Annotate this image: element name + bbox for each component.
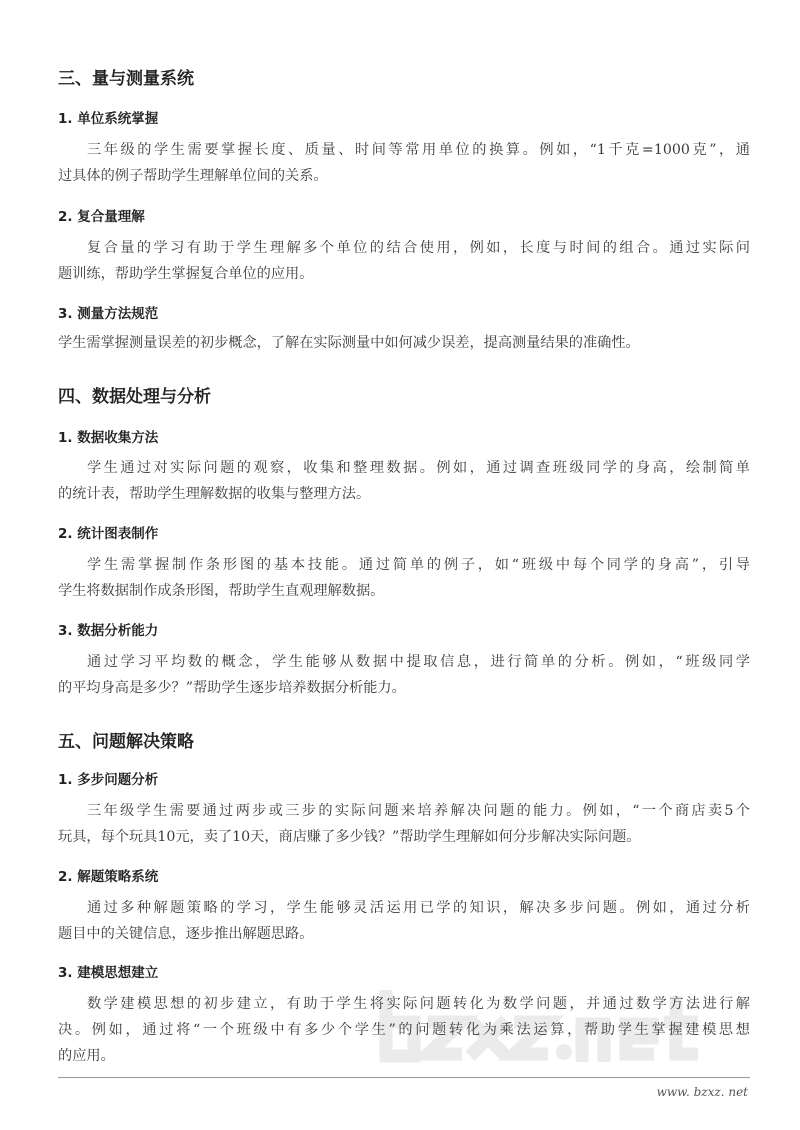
- paragraph-line: 玩具，每个玩具10元，卖了10天，商店赚了多少钱？”帮助学生理解如何分步解决实际问题。: [58, 829, 641, 845]
- paragraph: [58, 455, 750, 507]
- section-heading: 五、问题解决策略: [58, 732, 194, 752]
- paragraph-line: 的应用。: [58, 1048, 115, 1064]
- subsection-heading: 3. 测量方法规范: [58, 306, 159, 322]
- paragraph-line: 的统计表，帮助学生理解数据的收集与整理方法。: [58, 486, 371, 502]
- paragraph-line: 学生需掌握制作条形图的基本技能。通过简单的例子，如“班级中每个同学的身高”，引导: [87, 557, 750, 573]
- section-heading: 三、量与测量系统: [58, 69, 194, 89]
- subsection-heading: 1. 单位系统掌握: [58, 111, 159, 127]
- paragraph-line: 三年级的学生需要掌握长度、质量、时间等常用单位的换算。例如，“1千克=1000克”，通: [87, 142, 750, 158]
- paragraph-line: 题目中的关键信息，逐步推出解题思路。: [58, 926, 314, 942]
- paragraph-line: 的平均身高是多少？”帮助学生逐步培养数据分析能力。: [58, 680, 406, 696]
- paragraph-line: 复合量的学习有助于学生理解多个单位的结合使用，例如，长度与时间的组合。通过实际问: [87, 240, 750, 256]
- paragraph: [58, 649, 750, 701]
- paragraph-line: 过具体的例子帮助学生理解单位间的关系。: [58, 168, 328, 184]
- paragraph-line: 数学建模思想的初步建立，有助于学生将实际问题转化为数学问题，并通过数学方法进行解: [87, 996, 750, 1012]
- subsection-heading: 2. 统计图表制作: [58, 526, 159, 542]
- section-heading: 四、数据处理与分析: [58, 387, 211, 407]
- paragraph-line: 题训练，帮助学生掌握复合单位的应用。: [58, 266, 314, 282]
- paragraph: [58, 798, 750, 850]
- paragraph-line: 学生将数据制作成条形图，帮助学生直观理解数据。: [58, 583, 385, 599]
- footer-divider: [58, 1077, 750, 1078]
- subsection-heading: 1. 多步问题分析: [58, 772, 159, 788]
- subsection-heading: 2. 解题策略系统: [58, 869, 159, 885]
- subsection-heading: 3. 数据分析能力: [58, 623, 159, 639]
- paragraph-line: 学生通过对实际问题的观察，收集和整理数据。例如，通过调查班级同学的身高，绘制简单: [87, 460, 750, 476]
- paragraph: [58, 552, 750, 604]
- paragraph: [58, 895, 750, 947]
- paragraph-line: 三年级学生需要通过两步或三步的实际问题来培养解决问题的能力。例如，“一个商店卖5个: [87, 803, 750, 819]
- paragraph-line: 学生需掌握测量误差的初步概念，了解在实际测量中如何减少误差，提高测量结果的准确性。: [58, 335, 640, 351]
- paragraph-line: 决。例如，通过将“一个班级中有多少个学生”的问题转化为乘法运算，帮助学生掌握建模思想: [58, 1022, 750, 1038]
- paragraph: [58, 330, 750, 356]
- subsection-heading: 2. 复合量理解: [58, 209, 145, 225]
- subsection-heading: 1. 数据收集方法: [58, 430, 159, 446]
- paragraph-line: 通过多种解题策略的学习，学生能够灵活运用已学的知识，解决多步问题。例如，通过分析: [87, 900, 750, 916]
- footer-url: www. bzxz. net: [656, 1085, 748, 1099]
- paragraph-line: 通过学习平均数的概念，学生能够从数据中提取信息，进行简单的分析。例如，“班级同学: [87, 654, 750, 670]
- paragraph: [58, 235, 750, 287]
- paragraph: [58, 991, 750, 1069]
- subsection-heading: 3. 建模思想建立: [58, 965, 159, 981]
- paragraph: [58, 137, 750, 189]
